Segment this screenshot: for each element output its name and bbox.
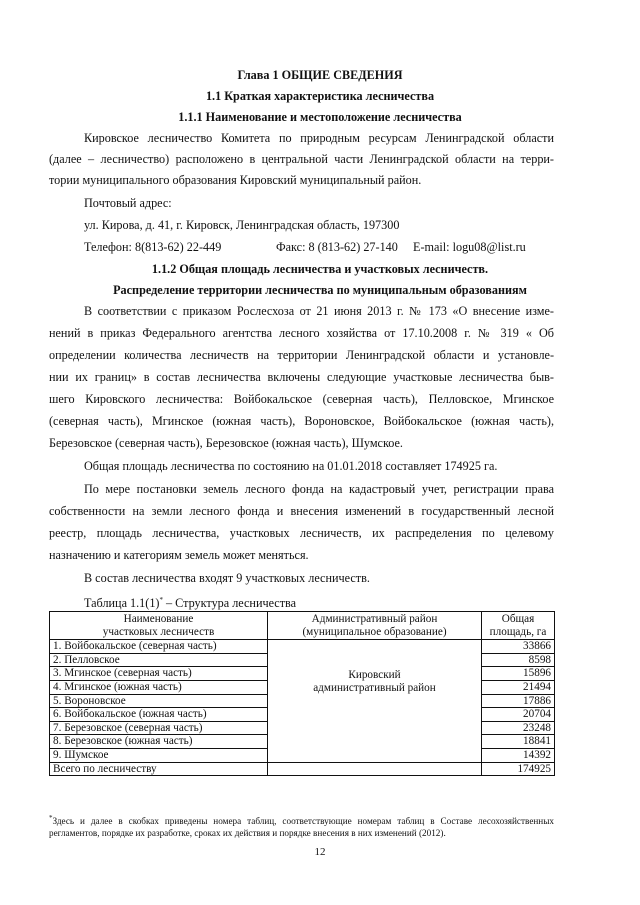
- header-cell-name: Наименование участковых лесничеств: [50, 612, 268, 640]
- structure-table: [49, 611, 555, 776]
- area-section-subtitle: Распределение территории лесничества по муниципальным образованиям: [113, 283, 527, 297]
- lesnichestvo-count-text: В состав лесничества входят 9 участковых лесничеств.: [84, 571, 370, 585]
- row-area: 21494: [482, 680, 555, 694]
- phone-text: Телефон: 8(813-62) 22-449: [84, 240, 222, 254]
- table-row: [50, 640, 555, 654]
- row-name: 3. Мгинское (северная часть): [50, 667, 268, 681]
- cadastre-line: собственности на земли лесного фонда и внесения изменений в государственный лесной: [49, 504, 554, 518]
- area-section-title: 1.1.2 Общая площадь лесничества и участковых лесничеств.: [151, 262, 489, 276]
- row-name: 1. Войбокальское (северная часть): [50, 640, 268, 654]
- row-name: 2. Пелловское: [50, 653, 268, 667]
- district-cell: Кировский административный район: [268, 640, 482, 762]
- footnote-text: Здесь и далее в скобках приведены номера таблиц, соответствующие номерам таблиц в Составе лесохозяйственных регламентов, порядке их разработке, сроках их действия и порядке внесения в них изменений (2012).: [49, 816, 554, 838]
- paragraph-line: нии их границ» в состав лесничества включены следующие участковые лесничества быв-: [49, 370, 554, 384]
- table-total-row: [50, 762, 555, 776]
- row-name: 7. Березовское (северная часть): [50, 721, 268, 735]
- table-caption: [84, 593, 296, 611]
- total-area-text: Общая площадь лесничества по состоянию на 01.01.2018 составляет 174925 га.: [84, 459, 498, 473]
- intro-line: Кировское лесничество Комитета по природным ресурсам Ленинградской области: [84, 131, 554, 145]
- row-area: 14392: [482, 748, 555, 762]
- paragraph-line: шего Кировского лесничества: Войбокальское (северная часть), Пелловское, Мгинское: [49, 392, 554, 406]
- table-caption-prefix: Таблица 1.1(1): [84, 596, 160, 611]
- row-name: 4. Мгинское (южная часть): [50, 680, 268, 694]
- cadastre-line: реестр, площадь лесничества, участковых лесничеств, их распределения по целевому: [49, 526, 554, 540]
- section-title: 1.1 Краткая характеристика лесничества: [205, 89, 435, 103]
- paragraph-line: (северная часть), Мгинское (южная часть), Вороновское, Войбокальское (южная часть),: [49, 414, 554, 428]
- row-area: 33866: [482, 640, 555, 654]
- page-number: 12: [314, 846, 326, 858]
- fax-text: Факс: 8 (813-62) 27-140: [276, 240, 398, 254]
- row-area: 23248: [482, 721, 555, 735]
- table-header-row: [50, 612, 555, 640]
- row-area: 20704: [482, 708, 555, 722]
- address-label: Почтовый адрес:: [84, 196, 172, 210]
- footnote: [49, 813, 554, 839]
- table-caption-suffix: – Структура лесничества: [162, 596, 297, 611]
- row-name: 5. Вороновское: [50, 694, 268, 708]
- address-line: ул. Кирова, д. 41, г. Кировск, Ленинградская область, 197300: [84, 218, 400, 232]
- chapter-title: Глава 1 ОБЩИЕ СВЕДЕНИЯ: [237, 68, 403, 82]
- paragraph-line: нений в приказ Федерального агентства лесного хозяйства от 17.10.2008 г. № 319 « Об: [49, 326, 554, 340]
- cadastre-line: По мере постановки земель лесного фонда на кадастровый учет, регистрации права: [84, 482, 554, 496]
- footnote-marker: *: [159, 596, 163, 604]
- email-text: E-mail: logu08@list.ru: [413, 240, 526, 254]
- row-area: 18841: [482, 735, 555, 749]
- row-name: 9. Шумское: [50, 748, 268, 762]
- row-name: 6. Войбокальское (южная часть): [50, 708, 268, 722]
- paragraph-line: В соответствии с приказом Рослесхоза от 21 июня 2013 г. № 173 «О внесение изме-: [84, 304, 554, 318]
- subsection-title: 1.1.1 Наименование и местоположение лесничества: [178, 110, 462, 124]
- row-area: 8598: [482, 653, 555, 667]
- total-district-empty: [268, 762, 482, 776]
- row-area: 15896: [482, 667, 555, 681]
- paragraph-line: Березовское (северная часть), Березовское (южная часть), Шумское.: [49, 436, 403, 450]
- total-area: 174925: [482, 762, 555, 776]
- paragraph-line: определении количества лесничеств на территории Ленинградской области и установле-: [49, 348, 554, 362]
- intro-line: тории муниципального образования Кировский муниципальный район.: [49, 173, 422, 187]
- intro-line: (далее – лесничество) расположено в центральной части Ленинградской области на терри-: [49, 152, 554, 166]
- row-name: 8. Березовское (южная часть): [50, 735, 268, 749]
- total-name: Всего по лесничеству: [50, 762, 268, 776]
- footnote-mark: *: [49, 814, 53, 822]
- cadastre-line: назначению и категориям земель может меняться.: [49, 548, 309, 562]
- row-area: 17886: [482, 694, 555, 708]
- header-cell-district: Административный район (муниципальное образование): [268, 612, 482, 640]
- header-cell-area: Общая площадь, га: [482, 612, 555, 640]
